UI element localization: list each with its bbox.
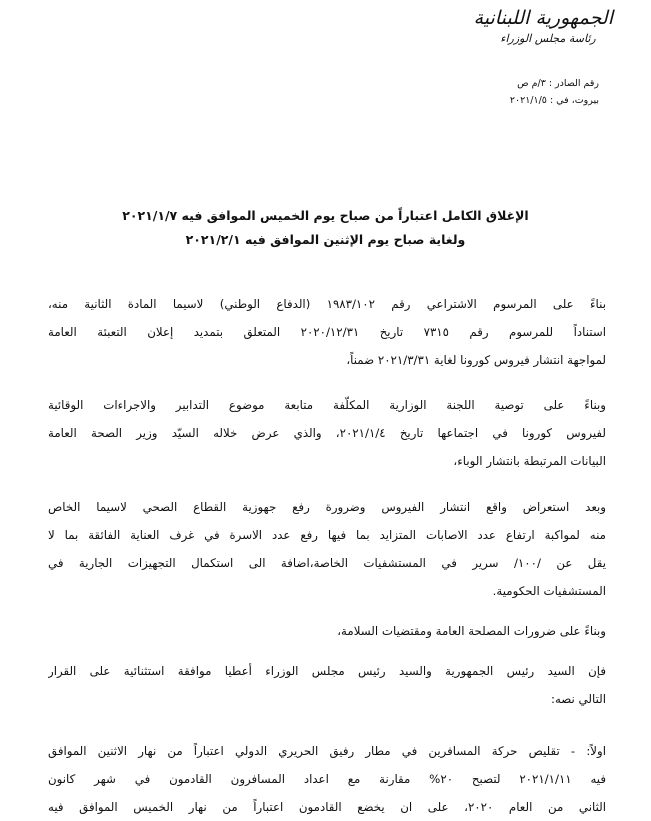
heading-line-2: ولغاية صباح يوم الإثنين الموافق فيه ٢٠٢١/٢/١: [185, 232, 466, 247]
text-line: لمواجهة انتشار فيروس كورونا لغاية ٢٠٢١/٣/٣١ ضمناً،: [346, 353, 606, 367]
decree-body: [48, 290, 606, 821]
text-line: لفيروس كورونا في اجتماعها تاريخ ٢٠٢١/١/٤، والذي عرض خلاله السيّد وزير الصحة العامة: [48, 426, 606, 440]
decree-heading: [40, 204, 611, 252]
letterhead-title: الجمهورية اللبنانية: [473, 7, 613, 29]
clause-first: [48, 737, 606, 821]
text-line: فيه ٢٠٢١/١/١١ لتصبح ٢٠% مقارنة مع اعداد المسافرون القادمون في شهر كانون: [48, 772, 606, 786]
text-line: الثاني من العام ٢٠٢٠، على ان يخضع القادمون اعتباراً من نهار الخميس الموافق فيه: [48, 800, 606, 814]
text-line: التالي نصه:: [550, 692, 606, 706]
text-line: وبناءً على توصية اللجنة الوزارية المكلّفة متابعة موضوع التدابير والاجراءات الوقائية: [48, 398, 606, 412]
paragraph-legal-basis: [48, 290, 606, 374]
text-line: يقل عن /١٠٠/ سرير في المستشفيات الخاصة،اضافة الى استكمال التجهيزات الجارية في: [48, 556, 606, 570]
text-line: وبناءً على ضرورات المصلحة العامة ومقتضيات السلامة،: [337, 624, 606, 638]
letterhead-subtitle: رئاسة مجلس الوزراء: [500, 32, 596, 45]
paragraph-public-interest: [48, 617, 606, 645]
text-line: وبعد استعراض واقع انتشار الفيروس وضرورة رفع جهوزية القطاع الصحي لاسيما الخاص: [48, 500, 606, 514]
heading-line-1: الإغلاق الكامل اعتباراً من صباح يوم الخميس الموافق فيه ٢٠٢١/١/٧: [122, 208, 529, 223]
paragraph-health-sector: [48, 493, 606, 605]
text-line: المستشفيات الحكومية.: [492, 584, 606, 598]
text-line: بناءً على المرسوم الاشتراعي رقم ١٩٨٣/١٠٢ (الدفاع الوطني) لاسيما المادة الثانية منه،: [48, 297, 606, 311]
text-line: فإن السيد رئيس الجمهورية والسيد رئيس مجلس الوزراء أعطيا موافقة استثنائية على القرار: [48, 664, 606, 678]
letterhead: [473, 6, 613, 47]
text-line: اولاً: - تقليص حركة المسافرين في مطار رفيق الحريري الدولي اعتباراً من نهار الاثنين الموافق: [48, 744, 606, 758]
text-line: استناداً للمرسوم رقم ٧٣١٥ تاريخ ٢٠٢٠/١٢/٣١ المتعلق بتمديد إعلان التعبئة العامة: [48, 325, 606, 339]
text-line: البيانات المرتبطة بانتشار الوباء،: [453, 454, 606, 468]
paragraph-approval: [48, 657, 606, 713]
reference-number: رقم الصادر : ٣/م ص: [517, 78, 599, 89]
paragraph-committee-recommendation: [48, 391, 606, 475]
place-date: بيروت، في : ٢٠٢١/١/٥: [509, 95, 599, 106]
document-meta: [399, 75, 599, 109]
text-line: منه لمواكبة ارتفاع عدد الاصابات المتزايد بما فيها رفع عدد الاسرة في غرف العناية الفائقة بما لا: [48, 528, 606, 542]
